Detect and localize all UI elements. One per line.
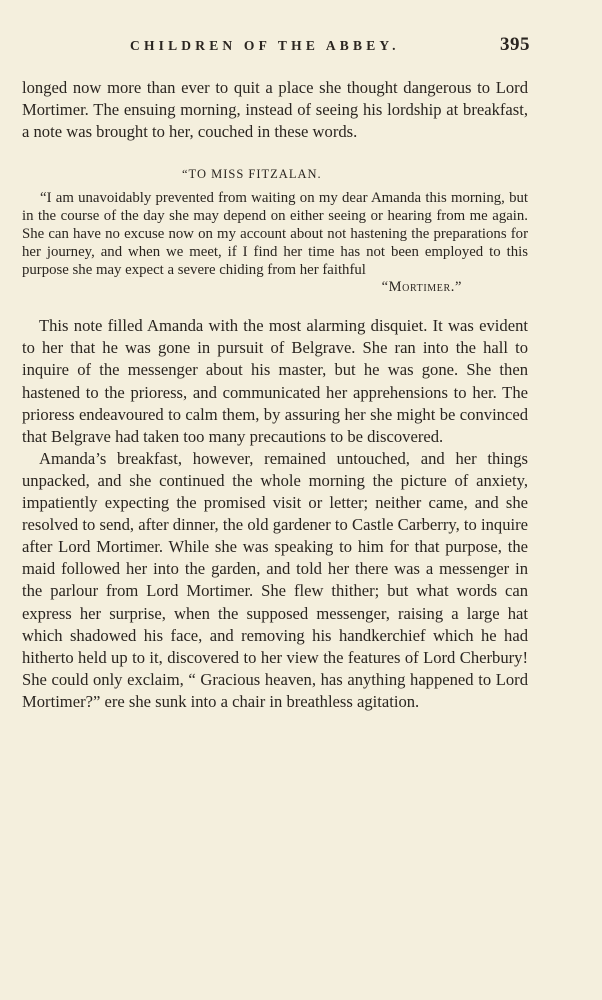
running-head: CHILDREN OF THE ABBEY. — [130, 38, 400, 53]
page-header — [130, 34, 530, 58]
letter-body: “I am unavoidably prevented from waiting on my dear Amanda this morning, but in the course of the day she may depend on either seeing or hearing from me again. She can have no excuse now on my account about not hastening the preparations for her journey, and when we meet, if I find her time has not been employed to this purpose she may expect a severe chiding from her faithful — [22, 190, 528, 279]
paragraph-continuation: longed now more than ever to quit a place she thought dangerous to Lord Mortimer. The ensuing morning, instead of seeing his lordship at breakfast, a note was brought to her, couched in these words. — [22, 78, 528, 142]
paragraph-breakfast: Amanda’s breakfast, however, remained untouched, and her things unpacked, and she continued the whole morning the picture of anxiety, impatiently expecting the promised visit or letter; neither came, and she resolved to send, after dinner, the old gardener to Castle Carberry, to inquire after Lord Mortimer. While she was speaking to him for that purpose, the maid followed her into the garden, and told her there was a messenger in the parlour from Lord Mortimer. She flew thither; but what words can express her surprise, when the supposed messenger, raising a large hat which shadowed his face, and removing his handkerchief which he had hitherto held up to it, discovered to her view the features of Lord Cherbury! She could only exclaim, “ Gracious heaven, has anything happened to Lord Mortimer?” ere she sunk into a chair in breathless agitation. — [22, 448, 528, 711]
page-number: 395 — [500, 34, 530, 55]
letter-heading: “TO MISS FITZALAN. — [182, 167, 322, 182]
body-text — [22, 77, 528, 713]
paragraph-note-disquiet: This note filled Amanda with the most alarming disquiet. It was evident to her that he was gone in pursuit of Belgrave. She ran into the hall to inquire of the messenger about his master, but he was gone. She then hastened to the prioress, and communicated her apprehensions to her. The prioress endeavoured to calm them, by assuring her she might be convinced that Belgrave had taken too many precautions to be discovered. — [22, 316, 528, 446]
letter-signature: “Mortimer.” — [381, 279, 462, 296]
